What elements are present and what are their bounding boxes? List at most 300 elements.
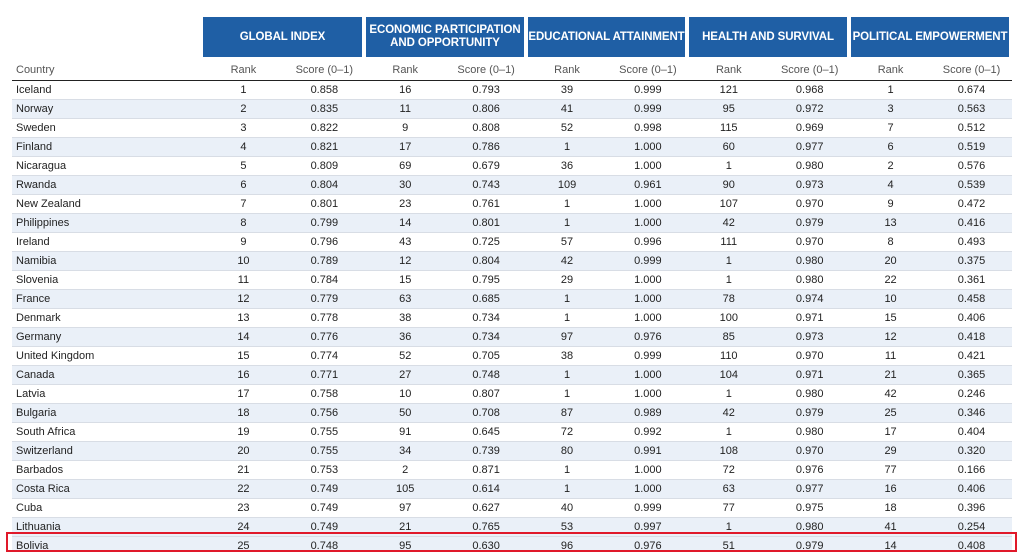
score-cell: 0.796 [310, 235, 339, 248]
rank-cell: 12 [203, 289, 284, 308]
score-cell: 0.705 [472, 349, 500, 362]
rank-cell: 34 [365, 441, 446, 460]
score-cell: 0.973 [769, 327, 850, 346]
rank-cell: 2 [887, 159, 894, 172]
score-cell: 0.804 [284, 175, 365, 194]
header-educational-attainment: EDUCATIONAL ATTAINMENT [528, 17, 685, 57]
country-cell: Sweden [16, 121, 56, 134]
score-cell: 1.000 [634, 387, 662, 400]
table-row [12, 384, 1012, 403]
score-cell: 0.755 [310, 425, 339, 438]
rank-cell: 36 [560, 159, 574, 172]
rank-cell: 13 [850, 213, 931, 232]
score-cell: 0.795 [472, 273, 500, 286]
rank-cell: 23 [237, 501, 250, 514]
table-row [12, 517, 1012, 536]
score-cell: 0.645 [472, 425, 500, 438]
rank-cell: 40 [560, 501, 574, 514]
table-row [12, 251, 1012, 270]
rank-cell: 77 [884, 463, 897, 476]
rank-cell: 1 [563, 311, 571, 324]
score-cell: 1.000 [607, 213, 688, 232]
rank-cell: 30 [365, 175, 446, 194]
score-cell: 0.979 [769, 536, 850, 552]
rank-cell: 13 [237, 311, 250, 324]
score-cell: 0.320 [931, 441, 1012, 460]
score-cell: 1.000 [634, 273, 662, 286]
score-cell: 0.977 [769, 479, 850, 498]
rank-cell: 25 [850, 403, 931, 422]
score-cell: 0.765 [446, 517, 527, 536]
country-cell: Ireland [16, 235, 50, 248]
score-cell: 0.627 [472, 501, 500, 514]
score-cell: 0.778 [310, 311, 339, 324]
score-cell: 0.685 [446, 289, 527, 308]
rank-cell: 115 [720, 121, 738, 134]
col-score: Score (0–1) [769, 60, 850, 80]
rank-cell: 6 [203, 175, 284, 194]
score-cell: 0.365 [931, 365, 1012, 384]
score-cell: 0.976 [795, 463, 824, 476]
rank-cell: 1 [563, 463, 571, 476]
rank-cell: 1 [563, 387, 571, 400]
score-cell: 0.980 [769, 251, 850, 270]
rank-cell: 72 [560, 425, 574, 438]
gender-gap-table [12, 60, 1012, 552]
rank-cell: 22 [203, 479, 284, 498]
rank-cell: 19 [237, 425, 250, 438]
rank-cell: 25 [203, 536, 284, 552]
rank-cell: 38 [399, 311, 412, 324]
table-row [12, 213, 1012, 232]
country-cell: Philippines [12, 213, 203, 232]
score-cell: 0.975 [795, 501, 824, 514]
rank-cell: 24 [203, 517, 284, 536]
rank-cell: 10 [203, 251, 284, 270]
score-cell: 0.539 [931, 175, 1012, 194]
score-cell: 0.801 [446, 213, 527, 232]
table-row [12, 156, 1012, 175]
rank-cell: 85 [688, 327, 769, 346]
score-cell: 1.000 [634, 159, 662, 172]
table-row [12, 99, 1012, 118]
country-cell: Cuba [16, 501, 43, 514]
rank-cell: 8 [887, 235, 894, 248]
rank-cell: 21 [850, 365, 931, 384]
score-cell: 0.799 [284, 213, 365, 232]
country-cell: Switzerland [12, 441, 203, 460]
score-cell: 0.999 [634, 83, 662, 96]
score-cell: 0.563 [931, 99, 1012, 118]
table-body [12, 80, 1012, 552]
rank-cell: 43 [399, 235, 412, 248]
rank-cell: 1 [563, 197, 571, 210]
rank-cell: 27 [365, 365, 446, 384]
score-cell: 0.808 [472, 121, 500, 134]
score-cell: 0.458 [931, 289, 1012, 308]
rank-cell: 18 [203, 403, 284, 422]
rank-cell: 1 [527, 137, 608, 156]
score-cell: 0.774 [310, 349, 339, 362]
score-cell: 0.576 [957, 159, 986, 172]
score-cell: 0.493 [957, 235, 986, 248]
table-row [12, 80, 1012, 99]
rank-cell: 72 [722, 463, 735, 476]
score-cell: 0.734 [472, 311, 500, 324]
rank-cell: 7 [887, 121, 894, 134]
rank-cell: 1 [725, 159, 732, 172]
country-cell: Nicaragua [16, 159, 67, 172]
rank-cell: 1 [688, 517, 769, 536]
col-score: Score (0–1) [284, 60, 365, 80]
score-cell: 0.375 [931, 251, 1012, 270]
score-cell: 0.980 [795, 273, 824, 286]
rank-cell: 17 [237, 387, 250, 400]
score-cell: 0.961 [607, 175, 688, 194]
rank-cell: 69 [399, 159, 412, 172]
score-cell: 1.000 [634, 311, 662, 324]
score-cell: 0.793 [472, 83, 500, 96]
score-cell: 0.980 [795, 387, 824, 400]
rank-cell: 97 [399, 501, 412, 514]
score-cell: 0.406 [957, 311, 986, 324]
rank-cell: 78 [688, 289, 769, 308]
score-cell: 0.708 [446, 403, 527, 422]
country-cell: Bolivia [12, 536, 203, 552]
rank-cell: 16 [399, 83, 412, 96]
rank-cell: 107 [719, 197, 738, 210]
country-cell: New Zealand [16, 197, 81, 210]
header-economic-participation: ECONOMIC PARTICIPATION AND OPPORTUNITY [366, 17, 524, 57]
score-cell: 0.743 [446, 175, 527, 194]
score-cell: 0.789 [284, 251, 365, 270]
score-cell: 0.406 [931, 479, 1012, 498]
rank-cell: 36 [365, 327, 446, 346]
rank-cell: 77 [722, 501, 735, 514]
rank-cell: 100 [719, 311, 738, 324]
rank-cell: 108 [688, 441, 769, 460]
score-cell: 0.408 [931, 536, 1012, 552]
rank-cell: 11 [365, 99, 446, 118]
rank-cell: 42 [688, 403, 769, 422]
score-cell: 0.999 [634, 349, 662, 362]
score-cell: 0.809 [310, 159, 339, 172]
rank-cell: 53 [527, 517, 608, 536]
table-row [12, 118, 1012, 137]
score-cell: 0.679 [472, 159, 500, 172]
score-cell: 0.989 [607, 403, 688, 422]
score-cell: 0.784 [310, 273, 339, 286]
score-cell: 0.973 [769, 175, 850, 194]
rank-cell: 41 [850, 517, 931, 536]
table-row [12, 270, 1012, 289]
rank-cell: 12 [850, 327, 931, 346]
rank-cell: 7 [240, 197, 247, 210]
score-cell: 0.739 [446, 441, 527, 460]
rank-cell: 57 [560, 235, 574, 248]
rank-cell: 111 [720, 235, 738, 248]
rank-cell: 1 [527, 213, 608, 232]
col-country: Country [12, 60, 203, 80]
col-rank: Rank [688, 60, 769, 80]
score-cell: 0.980 [769, 517, 850, 536]
score-cell: 1.000 [607, 479, 688, 498]
rank-cell: 51 [688, 536, 769, 552]
score-cell: 0.804 [446, 251, 527, 270]
rank-cell: 96 [527, 536, 608, 552]
score-cell: 0.786 [446, 137, 527, 156]
score-cell: 0.166 [957, 463, 986, 476]
score-cell: 0.974 [769, 289, 850, 308]
country-cell: Germany [12, 327, 203, 346]
rank-cell: 1 [527, 479, 608, 498]
score-cell: 0.997 [607, 517, 688, 536]
table-row [12, 175, 1012, 194]
score-cell: 0.630 [446, 536, 527, 552]
score-cell: 0.807 [472, 387, 500, 400]
header-health-and-survival: HEALTH AND SURVIVAL [689, 17, 847, 57]
score-cell: 1.000 [634, 197, 662, 210]
score-cell: 0.779 [284, 289, 365, 308]
rank-cell: 60 [688, 137, 769, 156]
rank-cell: 8 [203, 213, 284, 232]
rank-cell: 1 [725, 273, 732, 286]
rank-cell: 3 [850, 99, 931, 118]
col-score: Score (0–1) [607, 60, 688, 80]
rank-cell: 15 [884, 311, 897, 324]
score-cell: 1.000 [607, 137, 688, 156]
table-row [12, 536, 1012, 552]
score-cell: 1.000 [634, 463, 662, 476]
country-cell: France [12, 289, 203, 308]
score-cell: 0.991 [607, 441, 688, 460]
score-cell: 0.969 [795, 121, 824, 134]
score-cell: 0.977 [769, 137, 850, 156]
score-cell: 0.396 [957, 501, 986, 514]
score-cell: 0.404 [957, 425, 986, 438]
score-cell: 0.976 [607, 536, 688, 552]
country-cell: Slovenia [16, 273, 59, 286]
table-row [12, 365, 1012, 384]
rank-cell: 63 [688, 479, 769, 498]
rank-cell: 1 [688, 251, 769, 270]
score-cell: 0.979 [769, 403, 850, 422]
rank-cell: 39 [560, 83, 574, 96]
rank-cell: 87 [527, 403, 608, 422]
score-cell: 0.970 [795, 349, 824, 362]
score-cell: 0.806 [446, 99, 527, 118]
rank-cell: 1 [887, 83, 894, 96]
rank-cell: 2 [402, 463, 409, 476]
score-cell: 1.000 [607, 365, 688, 384]
rank-cell: 5 [240, 159, 247, 172]
rank-cell: 1 [725, 387, 732, 400]
score-cell: 0.725 [472, 235, 500, 248]
score-cell: 0.361 [957, 273, 986, 286]
country-cell: Latvia [16, 387, 46, 400]
score-cell: 0.858 [310, 83, 339, 96]
rank-cell: 95 [365, 536, 446, 552]
rank-cell: 97 [527, 327, 608, 346]
rank-cell: 95 [688, 99, 769, 118]
rank-cell: 15 [399, 273, 412, 286]
rank-cell: 104 [688, 365, 769, 384]
rank-cell: 1 [527, 289, 608, 308]
rank-cell: 2 [203, 99, 284, 118]
score-cell: 0.970 [795, 235, 824, 248]
score-cell: 0.996 [634, 235, 662, 248]
col-rank: Rank [850, 60, 931, 80]
table-row [12, 441, 1012, 460]
score-cell: 0.346 [931, 403, 1012, 422]
country-cell: Barbados [16, 463, 64, 476]
score-cell: 0.821 [284, 137, 365, 156]
table-row [12, 403, 1012, 422]
rank-cell: 4 [203, 137, 284, 156]
column-header-row [12, 60, 1012, 80]
score-cell: 0.512 [957, 121, 986, 134]
rank-cell: 52 [560, 121, 574, 134]
score-cell: 0.835 [284, 99, 365, 118]
table-row [12, 460, 1012, 479]
rank-cell: 29 [850, 441, 931, 460]
table-row [12, 498, 1012, 517]
rank-cell: 121 [719, 83, 738, 96]
country-cell: Namibia [12, 251, 203, 270]
country-cell: Bulgaria [12, 403, 203, 422]
score-cell: 0.749 [284, 479, 365, 498]
country-cell: Lithuania [12, 517, 203, 536]
table-row [12, 327, 1012, 346]
country-cell: Iceland [16, 83, 52, 96]
rank-cell: 11 [237, 273, 250, 286]
score-cell: 0.999 [607, 99, 688, 118]
score-cell: 0.971 [795, 311, 824, 324]
score-cell: 0.674 [957, 83, 986, 96]
country-cell: Canada [12, 365, 203, 384]
score-cell: 0.748 [446, 365, 527, 384]
country-cell: Finland [12, 137, 203, 156]
rank-cell: 21 [365, 517, 446, 536]
score-cell: 0.421 [957, 349, 986, 362]
rank-cell: 10 [850, 289, 931, 308]
rank-cell: 12 [365, 251, 446, 270]
rank-cell: 52 [399, 349, 412, 362]
rank-cell: 21 [237, 463, 250, 476]
score-cell: 0.776 [284, 327, 365, 346]
score-cell: 0.999 [634, 501, 662, 514]
score-cell: 0.871 [472, 463, 500, 476]
rank-cell: 11 [884, 349, 897, 362]
rank-cell: 18 [884, 501, 897, 514]
col-rank: Rank [365, 60, 446, 80]
rank-cell: 20 [203, 441, 284, 460]
header-political-empowerment: POLITICAL EMPOWERMENT [851, 17, 1009, 57]
rank-cell: 63 [365, 289, 446, 308]
table-row [12, 194, 1012, 213]
score-cell: 0.801 [310, 197, 339, 210]
rank-cell: 29 [560, 273, 574, 286]
rank-cell: 14 [203, 327, 284, 346]
rank-cell: 3 [240, 121, 247, 134]
rank-cell: 1 [240, 83, 247, 96]
table-row [12, 422, 1012, 441]
rank-cell: 23 [399, 197, 412, 210]
country-cell: Denmark [16, 311, 61, 324]
col-rank: Rank [527, 60, 608, 80]
score-cell: 0.519 [931, 137, 1012, 156]
score-cell: 0.968 [795, 83, 824, 96]
rank-cell: 38 [560, 349, 574, 362]
col-score: Score (0–1) [446, 60, 527, 80]
score-cell: 0.970 [769, 441, 850, 460]
rank-cell: 41 [527, 99, 608, 118]
rank-cell: 42 [527, 251, 608, 270]
table-row [12, 232, 1012, 251]
score-cell: 0.748 [284, 536, 365, 552]
rank-cell: 1 [527, 365, 608, 384]
country-cell: United Kingdom [16, 349, 95, 362]
rank-cell: 80 [527, 441, 608, 460]
score-cell: 0.749 [310, 501, 339, 514]
score-cell: 0.970 [795, 197, 824, 210]
score-cell: 0.822 [310, 121, 339, 134]
rank-cell: 1 [725, 425, 732, 438]
score-cell: 0.756 [284, 403, 365, 422]
table-row [12, 289, 1012, 308]
rank-cell: 22 [884, 273, 897, 286]
header-global-index: GLOBAL INDEX [203, 17, 362, 57]
rank-cell: 50 [365, 403, 446, 422]
score-cell: 0.418 [931, 327, 1012, 346]
score-cell: 0.771 [284, 365, 365, 384]
rank-cell: 9 [887, 197, 894, 210]
rank-cell: 14 [365, 213, 446, 232]
score-cell: 0.980 [795, 159, 824, 172]
score-cell: 0.254 [931, 517, 1012, 536]
rank-cell: 17 [365, 137, 446, 156]
col-rank: Rank [203, 60, 284, 80]
rank-cell: 9 [402, 121, 409, 134]
rank-cell: 42 [884, 387, 897, 400]
table-row [12, 308, 1012, 327]
score-cell: 0.998 [634, 121, 662, 134]
col-score: Score (0–1) [931, 60, 1012, 80]
score-cell: 0.749 [284, 517, 365, 536]
score-cell: 0.999 [607, 251, 688, 270]
score-cell: 0.980 [795, 425, 824, 438]
score-cell: 0.761 [472, 197, 500, 210]
score-cell: 1.000 [607, 289, 688, 308]
score-cell: 0.734 [446, 327, 527, 346]
rank-cell: 16 [203, 365, 284, 384]
rank-cell: 91 [399, 425, 412, 438]
rank-cell: 17 [884, 425, 897, 438]
country-cell: Norway [12, 99, 203, 118]
score-cell: 0.753 [310, 463, 339, 476]
rank-cell: 14 [850, 536, 931, 552]
country-cell: Costa Rica [12, 479, 203, 498]
score-cell: 0.472 [957, 197, 986, 210]
country-cell: South Africa [16, 425, 76, 438]
score-cell: 0.972 [769, 99, 850, 118]
score-cell: 0.755 [284, 441, 365, 460]
score-cell: 0.976 [607, 327, 688, 346]
rank-cell: 110 [720, 349, 738, 362]
table-row [12, 137, 1012, 156]
rank-cell: 109 [527, 175, 608, 194]
score-cell: 0.246 [957, 387, 986, 400]
